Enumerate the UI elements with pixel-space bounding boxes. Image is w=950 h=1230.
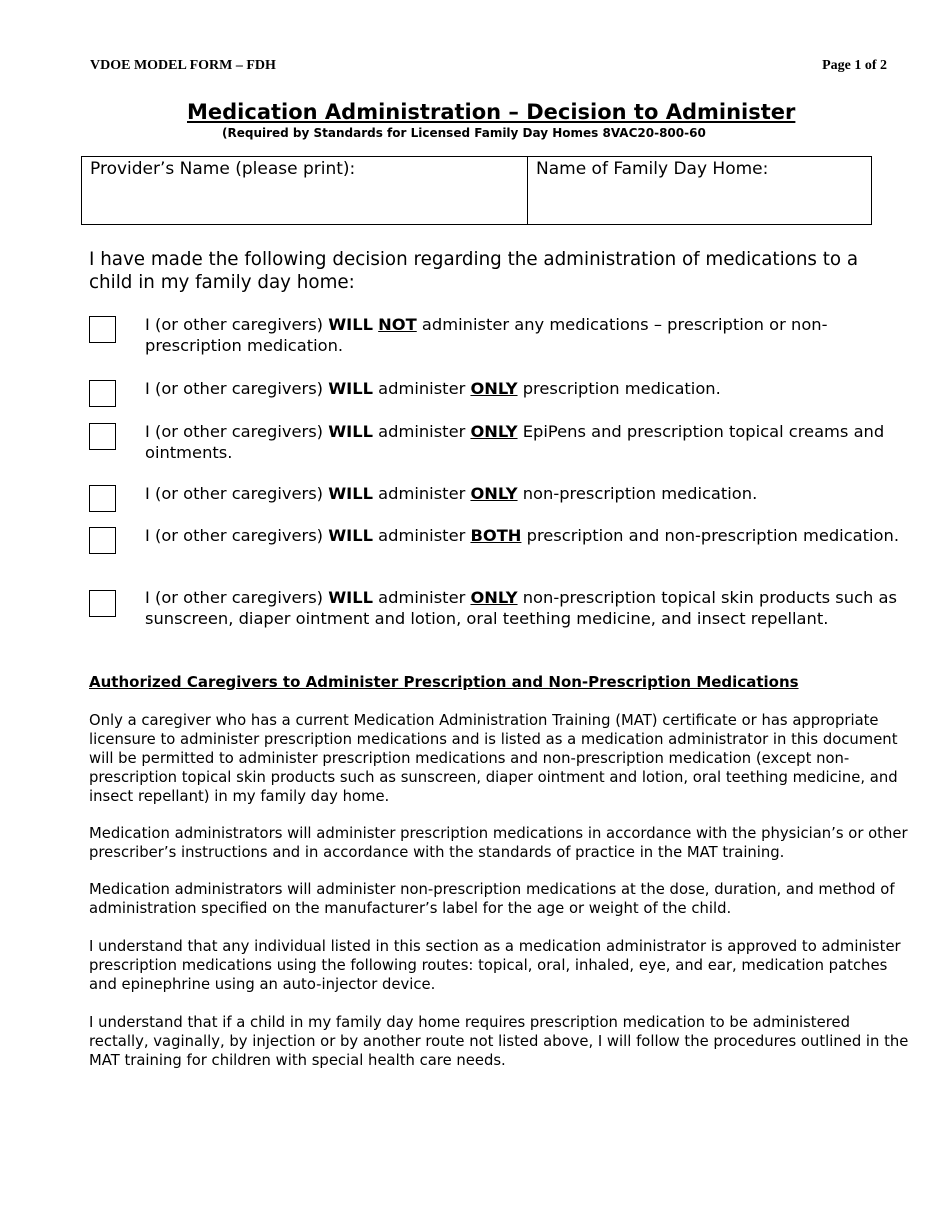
- provider-name-label: Provider’s Name (please print):: [90, 159, 356, 179]
- page-subtitle: (Required by Standards for Licensed Family Day Homes 8VAC20-800-60: [222, 126, 706, 140]
- paragraph-mat-certificate: Only a caregiver who has a current Medication Administration Training (MAT) certificate or has appropriate licensure to administer prescription medications and is listed as a medication administrator in this document will be permitted to administer prescription medications and non-prescription medication (except non-prescription topical skin products such as sunscreen, diaper ointment and lotion, oral teething medicine, and insect repellant) in my family day home.: [89, 712, 898, 805]
- provider-name-field[interactable]: [82, 157, 528, 224]
- checkbox-only-epipens-topical[interactable]: [89, 423, 116, 450]
- option-text: I (or other caregivers) WILL NOT administer any medications – prescription or non-prescription medication.: [145, 315, 828, 355]
- family-day-home-label: Name of Family Day Home:: [536, 159, 769, 179]
- paragraph-prescription-instructions: Medication administrators will administer prescription medications in accordance with the physician’s or other prescriber’s instructions and in accordance with the standards of practice in the MAT training.: [89, 825, 908, 861]
- checkbox-both[interactable]: [89, 527, 116, 554]
- page-title: Medication Administration – Decision to Administer: [187, 100, 796, 124]
- paragraph-approved-routes: I understand that any individual listed in this section as a medication administrator is approved to administer prescription medications using the following routes: topical, oral, inhaled, eye, and ear, medication patches and epinephrine using an auto-injector device.: [89, 938, 901, 993]
- form-id: VDOE MODEL FORM – FDH: [90, 58, 276, 73]
- checkbox-only-prescription[interactable]: [89, 380, 116, 407]
- paragraph-non-prescription-dose: Medication administrators will administer non-prescription medications at the dose, duration, and method of administration specified on the manufacturer’s label for the age or weight of the child.: [89, 881, 895, 917]
- checkbox-only-non-prescription[interactable]: [89, 485, 116, 512]
- paragraph-other-routes: I understand that if a child in my family day home requires prescription medication to be administered rectally, vaginally, by injection or by another route not listed above, I will follow the procedures outlined in the MAT training for children with special health care needs.: [89, 1014, 909, 1069]
- option-text: I (or other caregivers) WILL administer ONLY non-prescription topical skin products such as sunscreen, diaper ointment and lotion, oral teething medicine, and insect repellant.: [145, 588, 897, 628]
- option-text: I (or other caregivers) WILL administer BOTH prescription and non-prescription medication.: [145, 526, 899, 545]
- option-text: I (or other caregivers) WILL administer ONLY prescription medication.: [145, 379, 721, 398]
- provider-info-table: [81, 156, 872, 225]
- option-text: I (or other caregivers) WILL administer ONLY EpiPens and prescription topical creams and ointments.: [145, 422, 885, 462]
- option-text: I (or other caregivers) WILL administer ONLY non-prescription medication.: [145, 484, 758, 503]
- page-number: Page 1 of 2: [822, 58, 887, 73]
- intro-text: I have made the following decision regarding the administration of medications to a child in my family day home:: [89, 249, 859, 293]
- checkbox-only-topical-skin-products[interactable]: [89, 590, 116, 617]
- family-day-home-field[interactable]: [528, 157, 871, 224]
- section-title: Authorized Caregivers to Administer Prescription and Non-Prescription Medications: [89, 673, 799, 691]
- checkbox-will-not-administer[interactable]: [89, 316, 116, 343]
